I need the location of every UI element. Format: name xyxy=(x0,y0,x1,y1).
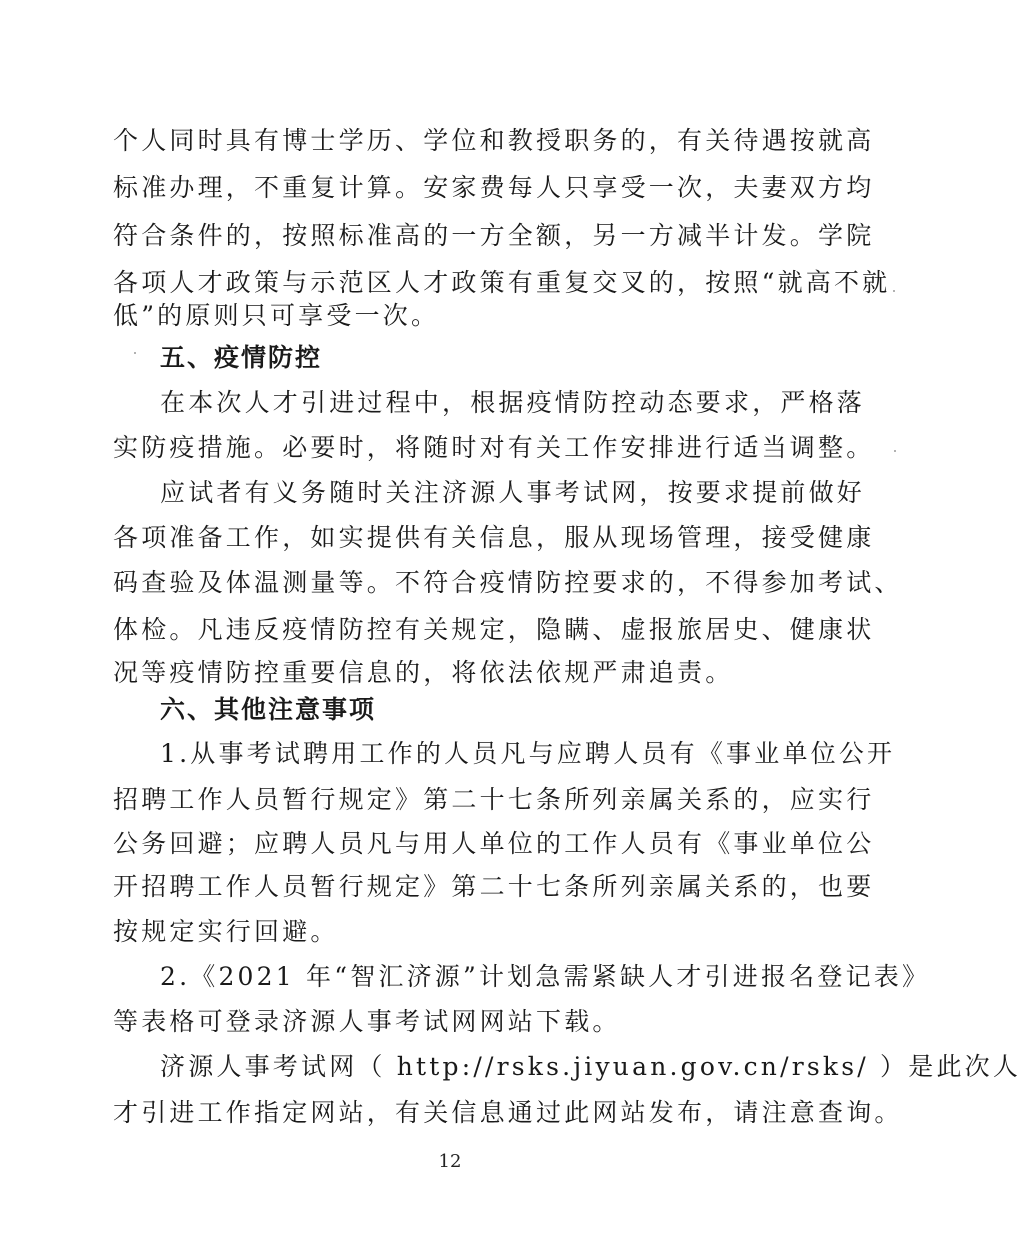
body-line: 标准办理，不重复计算。安家费每人只享受一次，夫妻双方均 xyxy=(113,173,875,202)
body-line: 按规定实行回避。 xyxy=(113,917,339,946)
body-line: 应试者有义务随时关注济源人事考试网，按要求提前做好 xyxy=(160,478,866,507)
body-line: 个人同时具有博士学历、学位和教授职务的，有关待遇按就高 xyxy=(113,126,875,155)
body-line: 开招聘工作人员暂行规定》第二十七条所列亲属关系的，也要 xyxy=(113,872,875,901)
body-line: 各项准备工作，如实提供有关信息，服从现场管理，接受健康 xyxy=(113,523,875,552)
body-line: 济源人事考试网（ http://rsks.jiyuan.gov.cn/rsks/ ）是此次人 xyxy=(160,1052,1021,1081)
body-line: 码查验及体温测量等。不符合疫情防控要求的，不得参加考试、 xyxy=(113,568,903,597)
page-number: 12 xyxy=(438,1151,462,1172)
body-line: 才引进工作指定网站，有关信息通过此网站发布，请注意查询。 xyxy=(113,1098,903,1127)
body-line: 公务回避；应聘人员凡与用人单位的工作人员有《事业单位公 xyxy=(113,829,875,858)
body-line: 2.《2021 年“智汇济源”计划急需紧缺人才引进报名登记表》 xyxy=(160,962,931,991)
body-line: 低”的原则只可享受一次。 xyxy=(113,301,440,330)
body-line: 符合条件的，按照标准高的一方全额，另一方减半计发。学院 xyxy=(113,221,875,250)
body-line: 1.从事考试聘用工作的人员凡与应聘人员有《事业单位公开 xyxy=(160,739,896,768)
body-line: 在本次人才引进过程中，根据疫情防控动态要求，严格落 xyxy=(160,388,866,417)
body-line: 招聘工作人员暂行规定》第二十七条所列亲属关系的，应实行 xyxy=(113,785,875,814)
body-line: 况等疫情防控重要信息的，将依法依规严肃追责。 xyxy=(113,658,734,687)
body-line: 体检。凡违反疫情防控有关规定，隐瞒、虚报旅居史、健康状 xyxy=(113,615,875,644)
body-line: 各项人才政策与示范区人才政策有重复交叉的，按照“就高不就 xyxy=(113,268,891,297)
section-heading-other: 六、其他注意事项 xyxy=(160,695,377,724)
body-line: 等表格可登录济源人事考试网网站下载。 xyxy=(113,1007,621,1036)
section-heading-epidemic: 五、疫情防控 xyxy=(160,343,323,372)
body-line: 实防疫措施。必要时，将随时对有关工作安排进行适当调整。 xyxy=(113,433,875,462)
